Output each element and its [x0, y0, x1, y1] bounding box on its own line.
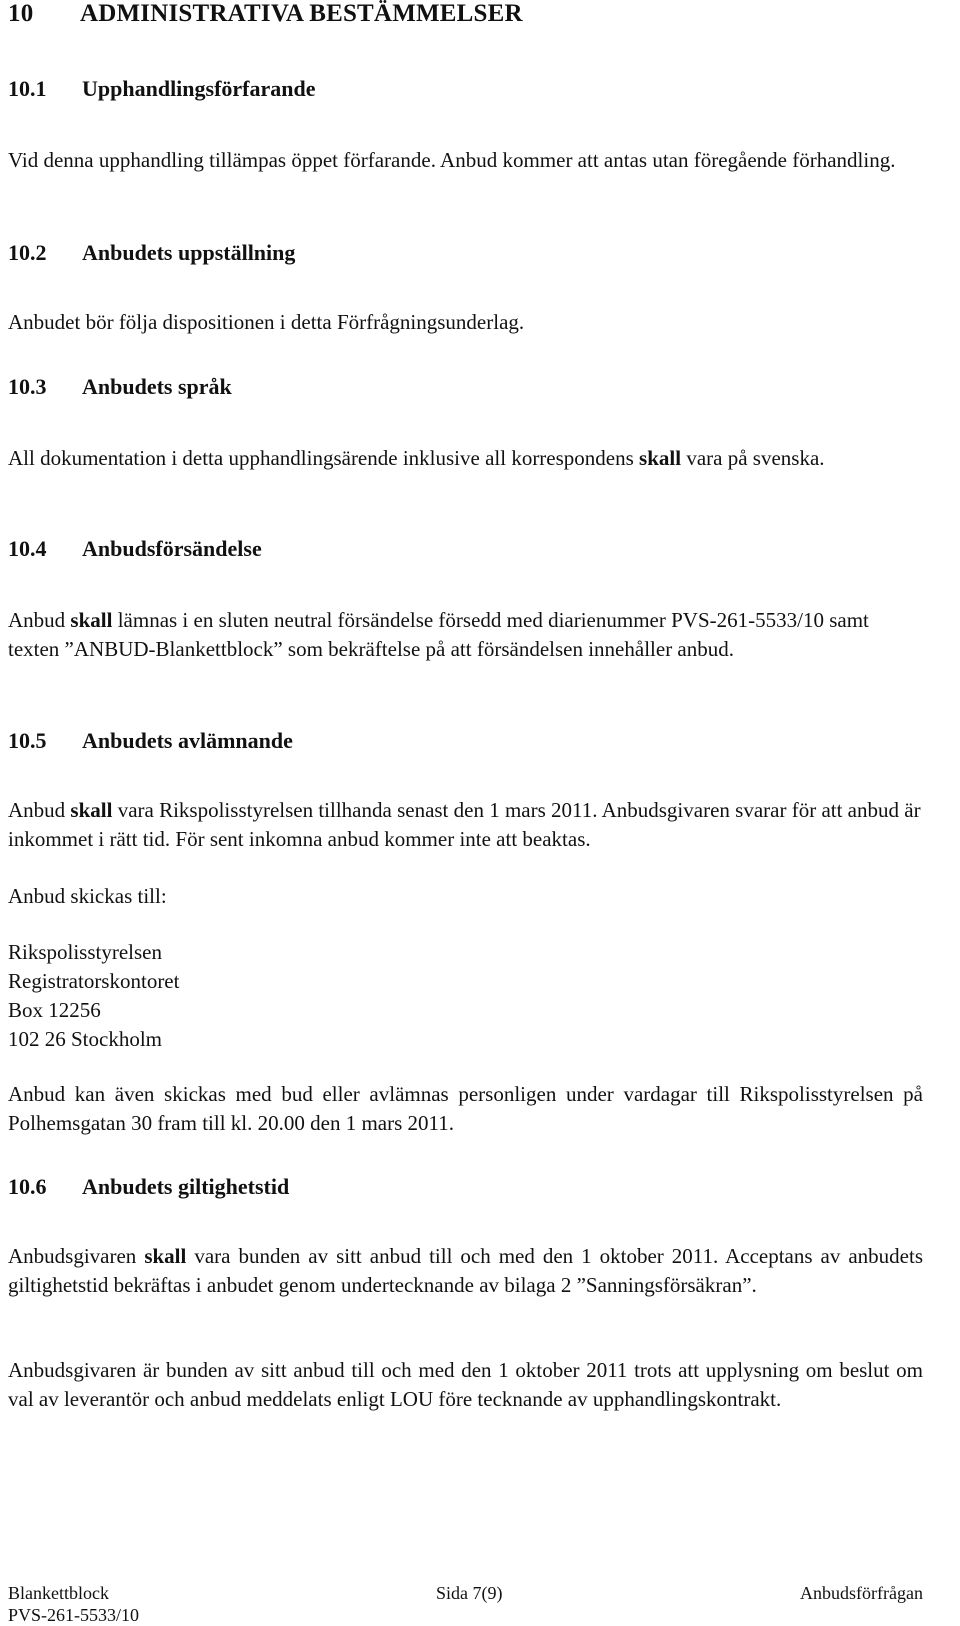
heading-title: Anbudets uppställning: [82, 240, 296, 265]
text-run: All dokumentation i detta upphandlingsärende inklusive all korrespondens: [8, 446, 640, 470]
bold-text: skall: [639, 446, 682, 470]
heading-10-1: [8, 76, 316, 102]
section-number: 10: [8, 0, 34, 27]
heading-number: 10.3: [8, 374, 47, 399]
paragraph-10-6-a: [8, 1242, 923, 1300]
text-run: vara bunden av sitt anbud till och med den 1 oktober 2011. Acceptans av anbudets giltighetstid bekräftas i anbudet genom undertecknande av bilaga 2 ”Sanningsförsäkran”.: [8, 1244, 924, 1297]
heading-number: 10.2: [8, 240, 47, 265]
paragraph-10-6-b: Anbudsgivaren är bunden av sitt anbud till och med den 1 oktober 2011 trots att upplysning om beslut om val av leverantör och anbud meddelats enligt LOU före tecknande av upphandlingskontrakt.: [8, 1358, 923, 1411]
heading-10-2: [8, 240, 295, 266]
text-run: Anbud: [8, 608, 71, 632]
text-run: Anbudsgivaren: [8, 1244, 145, 1268]
heading-number: 10.5: [8, 728, 47, 753]
heading-10-5: [8, 728, 293, 754]
footer-left: Blankettblock: [8, 1583, 109, 1603]
heading-number: 10.4: [8, 536, 47, 561]
paragraph-10-5-a: [8, 796, 923, 854]
bold-text: skall: [70, 798, 113, 822]
heading-10-3: [8, 374, 232, 400]
footer-reference: PVS-261-5533/10: [8, 1605, 140, 1625]
paragraph-10-2: Anbudet bör följa dispositionen i detta Förfrågningsunderlag.: [8, 310, 525, 334]
bold-text: skall: [70, 608, 113, 632]
heading-10-6: [8, 1174, 289, 1200]
page-number: Sida 7(9): [436, 1583, 503, 1603]
address-line: Box 12256: [8, 998, 101, 1022]
address-block: [8, 938, 179, 1054]
heading-number: 10.1: [8, 76, 47, 101]
paragraph-10-5-b: Anbud skickas till:: [8, 884, 167, 908]
address-line: 102 26 Stockholm: [8, 1027, 163, 1051]
heading-title: Anbudets giltighetstid: [82, 1174, 290, 1199]
text-run: vara på svenska.: [681, 446, 825, 470]
paragraph-10-1: Vid denna upphandling tillämpas öppet förfarande. Anbud kommer att antas utan föregående förhandling.: [8, 148, 896, 172]
address-line: Rikspolisstyrelsen: [8, 940, 163, 964]
paragraph-10-5-c: Anbud kan även skickas med bud eller avlämnas personligen under vardagar till Rikspolisstyrelsen på Polhemsgatan 30 fram till kl. 20.00 den 1 mars 2011.: [8, 1082, 923, 1135]
heading-title: Upphandlingsförfarande: [82, 76, 316, 101]
text-run: vara Rikspolisstyrelsen tillhanda senast den 1 mars 2011. Anbudsgivaren svarar för att anbud är inkommet i rätt tid. För sent inkomna anbud kommer inte att beaktas.: [8, 798, 921, 851]
paragraph-10-3: [8, 444, 923, 473]
paragraph-10-4: [8, 606, 923, 664]
text-run: lämnas i en sluten neutral försändelse försedd med diarienummer PVS-261-5533/10 samt texten ”ANBUD-Blankettblock” som bekräftelse på att försändelsen innehåller anbud.: [8, 608, 869, 661]
text-run: Anbud: [8, 798, 71, 822]
heading-10-4: [8, 536, 262, 562]
bold-text: skall: [144, 1244, 187, 1268]
heading-number: 10.6: [8, 1174, 47, 1199]
heading-title: Anbudets språk: [82, 374, 232, 399]
address-line: Registratorskontoret: [8, 969, 180, 993]
heading-title: Anbudets avlämnande: [82, 728, 293, 753]
section-title: ADMINISTRATIVA BESTÄMMELSER: [80, 0, 523, 27]
heading-title: Anbudsförsändelse: [82, 536, 262, 561]
footer-right: Anbudsförfrågan: [800, 1583, 923, 1603]
section-heading: [8, 0, 523, 28]
